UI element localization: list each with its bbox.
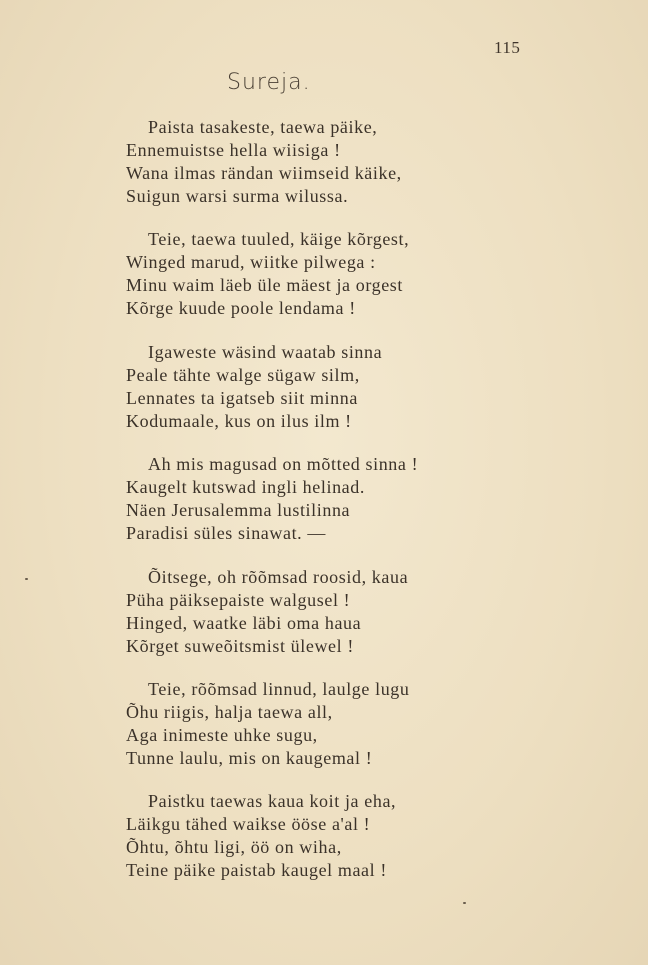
paper-speck: [25, 578, 28, 580]
poem-line: Aga inimeste uhke sugu,: [126, 725, 318, 745]
poem-line: Teie, taewa tuuled, käige kõrgest,: [148, 229, 410, 249]
poem-line: Minu waim läeb üle mäest ja orgest: [126, 275, 404, 295]
poem-line: Kõrge kuude poole lendama !: [126, 298, 356, 318]
page-number: 115: [494, 38, 521, 57]
poem-line: Kodumaale, kus on ilus ilm !: [126, 411, 352, 431]
poem-line: Teine päike paistab kaugel maal !: [126, 860, 387, 880]
poem-line: Õhu riigis, halja taewa all,: [126, 702, 333, 722]
poem-line: Teie, rõõmsad linnud, laulge lugu: [148, 679, 410, 699]
poem-line: Tunne laulu, mis on kaugemal !: [126, 748, 373, 768]
poem-line: Näen Jerusalemma lustilinna: [126, 500, 351, 520]
poem-title: Sureja.: [227, 70, 311, 95]
poem-line: Suigun warsi surma wilussa.: [126, 186, 349, 206]
poem-line: Paistku taewas kaua koit ja eha,: [148, 791, 397, 811]
poem-line: Läikgu tähed waikse öösе a'al !: [126, 814, 371, 834]
poem-line: Õitsege, oh rõõmsad roosid, kaua: [148, 567, 409, 587]
poem-line: Kaugelt kutswad ingli helinad.: [126, 477, 365, 497]
poem-line: Hinged, waatke läbi oma haua: [126, 613, 362, 633]
poem-line: Wana ilmas rändan wiimseid käike,: [126, 163, 402, 183]
poem-line: Igaweste wäsind waatab sinna: [148, 342, 383, 362]
poem-line: Ennemuistse hella wiisiga !: [126, 140, 341, 160]
poem-line: Õhtu, õhtu ligi, öö on wiha,: [126, 837, 342, 857]
poem-line: Lennates ta igatseb siit minna: [126, 388, 358, 408]
poem-line: Winged marud, wiitke pilwega :: [126, 252, 376, 272]
poem-line: Paradisi süles sinawat. —: [126, 523, 326, 543]
poem-line: Paista tasakeste, taewa päike,: [148, 117, 378, 137]
poem-line: Ah mis magusad on mõtted sinna !: [148, 454, 419, 474]
poem-line: Püha päiksepaiste walgusel !: [126, 590, 351, 610]
paper-speck: [463, 902, 466, 904]
poem-line: Kõrget suweõitsmist ülewel !: [126, 636, 354, 656]
poem-line: Peale tähte walge sügaw silm,: [126, 365, 360, 385]
